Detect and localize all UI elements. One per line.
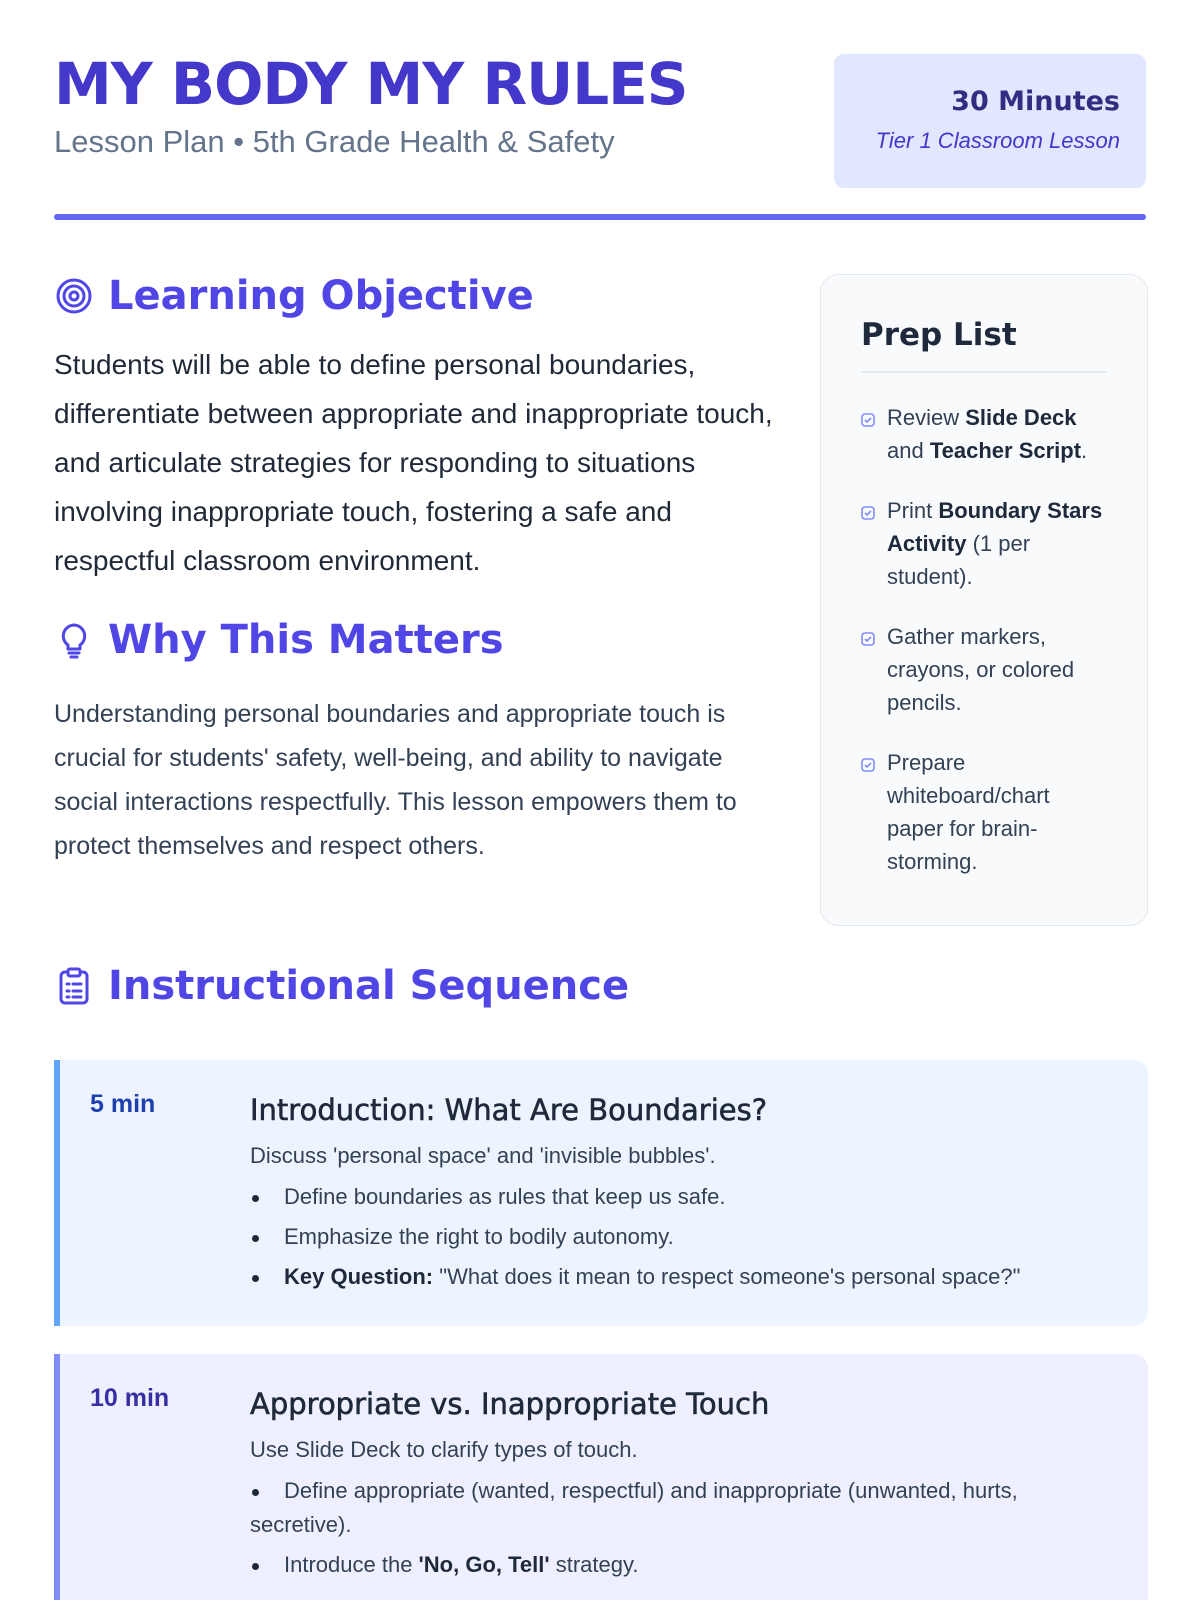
step-time: 10 min — [90, 1384, 170, 1412]
objective-heading — [54, 272, 534, 320]
prep-item-text: Print Boundary Stars Activity (1 per student). — [887, 498, 1103, 589]
lesson-header — [54, 52, 1146, 222]
step-body — [250, 1384, 1110, 1588]
tier-label: Tier 1 Classroom Lesson — [875, 128, 1120, 153]
step-bullets — [250, 1474, 1110, 1582]
step-description: Use Slide Deck to clarify types of touch. — [250, 1437, 638, 1462]
checkbox-icon — [861, 413, 875, 427]
step-bullet: Emphasize the right to bodily autonomy. — [250, 1220, 1110, 1254]
sequence-heading — [54, 962, 629, 1010]
prep-item-text: Prepare whiteboard/chart paper for brain-storming. — [887, 750, 1050, 874]
step-body — [250, 1090, 1110, 1300]
objective-text: Students will be able to define personal boundaries, differentiate between appropriate and inappropriate touch, and articulate strategies for responding to situations involving inappropriate touch, fostering a safe and respectful classroom environment. — [54, 349, 773, 576]
lightbulb-icon — [54, 620, 94, 660]
checkbox-icon — [861, 758, 875, 772]
prep-item — [861, 401, 1107, 467]
checkbox-icon — [861, 506, 875, 520]
step-time: 5 min — [90, 1090, 156, 1118]
sequence-step — [54, 1060, 1148, 1326]
sequence-title: Instructional Sequence — [108, 963, 630, 1009]
prep-list — [861, 401, 1107, 878]
matters-title: Why This Matters — [108, 617, 504, 663]
duration-label: 30 Minutes — [951, 86, 1120, 117]
matters-text: Understanding personal boundaries and appropriate touch is crucial for students' safety, well-being, and ability to navigate social interactions respectfully. This lesson empowers them to protect themselves and respect others. — [54, 700, 737, 860]
step-title: Introduction: What Are Boundaries? — [250, 1093, 768, 1127]
step-bullets — [250, 1180, 1110, 1294]
prep-item-text: Review Slide Deck and Teacher Script. — [887, 405, 1088, 463]
step-bullet: Introduce the 'No, Go, Tell' strategy. — [250, 1548, 1110, 1582]
prep-item-text: Gather markers, crayons, or colored pencils. — [887, 624, 1075, 715]
prep-list-card — [820, 274, 1148, 926]
step-description: Discuss 'personal space' and 'invisible bubbles'. — [250, 1143, 716, 1168]
prep-item — [861, 620, 1107, 719]
step-bullet: Key Question: "What does it mean to respect someone's personal space?" — [250, 1260, 1110, 1294]
page-title: MY BODY MY RULES — [54, 50, 688, 118]
clipboard-icon — [54, 966, 94, 1006]
prep-item — [861, 746, 1107, 878]
step-title: Appropriate vs. Inappropriate Touch — [250, 1387, 770, 1421]
objective-title: Learning Objective — [108, 273, 534, 319]
prep-item — [861, 494, 1107, 593]
duration-badge — [834, 54, 1146, 188]
target-icon — [54, 276, 94, 316]
checkbox-icon — [861, 632, 875, 646]
step-bullet: Define boundaries as rules that keep us safe. — [250, 1180, 1110, 1214]
step-bullet: Define appropriate (wanted, respectful) and inappropriate (unwanted, hurts, secretive). — [250, 1474, 1110, 1542]
page-subtitle: Lesson Plan • 5th Grade Health & Safety — [54, 124, 615, 159]
sequence-step — [54, 1354, 1148, 1600]
prep-list-title: Prep List — [861, 317, 1107, 373]
header-divider — [54, 214, 1146, 220]
matters-heading — [54, 616, 504, 664]
